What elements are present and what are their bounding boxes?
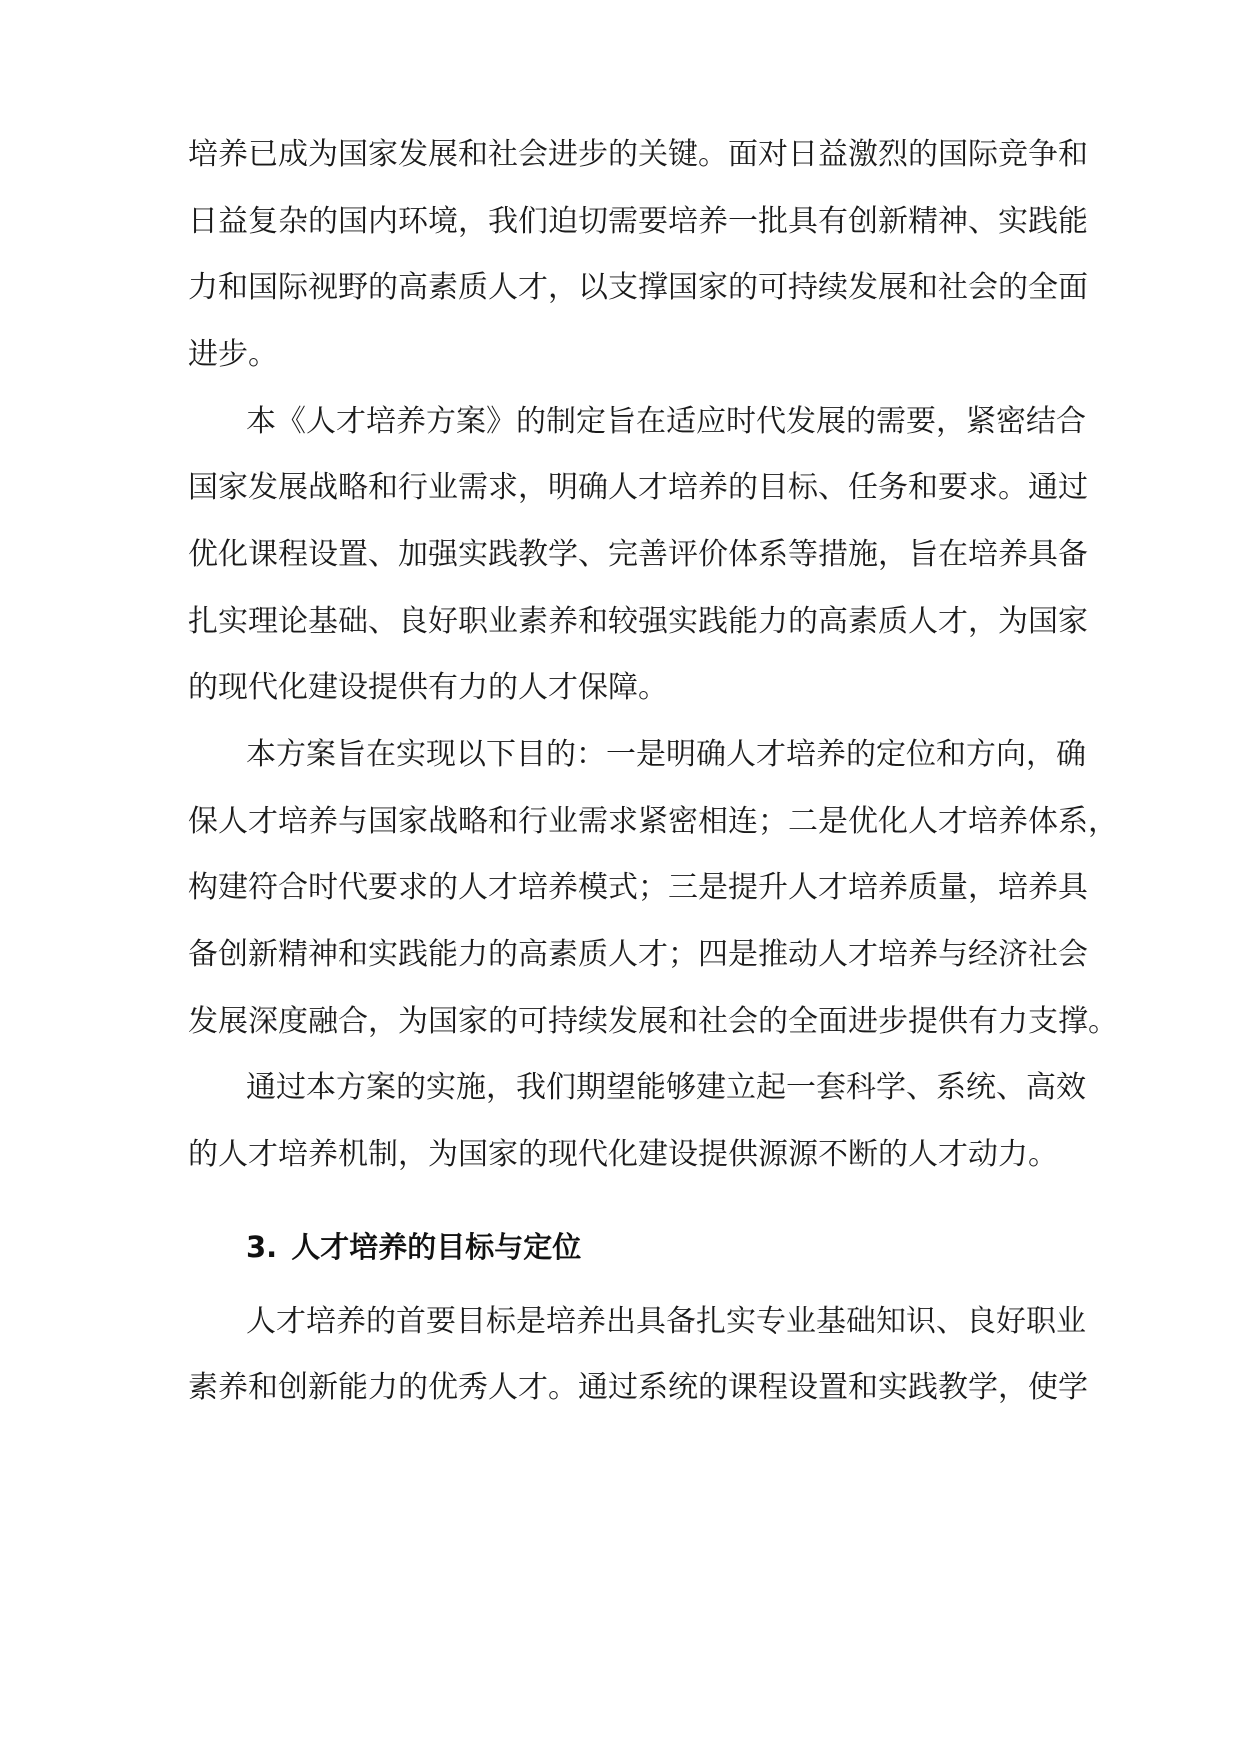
text-line: 通过本方案的实施，我们期望能够建立起一套科学、系统、高效 [246, 1070, 1086, 1105]
text-line: 的人才培养机制，为国家的现代化建设提供源源不断的人才动力。 [188, 1137, 1058, 1172]
text-line: 国家发展战略和行业需求，明确人才培养的目标、任务和要求。通过 [188, 470, 1088, 505]
text-line: 本《人才培养方案》的制定旨在适应时代发展的需要，紧密结合 [246, 404, 1086, 439]
text-line: 优化课程设置、加强实践教学、完善评价体系等措施，旨在培养具备 [188, 537, 1088, 572]
text-line: 的现代化建设提供有力的人才保障。 [188, 670, 668, 705]
text-line: 本方案旨在实现以下目的：一是明确人才培养的定位和方向，确 [246, 737, 1086, 772]
text-line: 人才培养的首要目标是培养出具备扎实专业基础知识、良好职业 [246, 1304, 1086, 1339]
text-line: 培养已成为国家发展和社会进步的关键。面对日益激烈的国际竞争和 [188, 137, 1088, 172]
text-line: 备创新精神和实践能力的高素质人才；四是推动人才培养与经济社会 [188, 937, 1088, 972]
text-line: 发展深度融合，为国家的可持续发展和社会的全面进步提供有力支撑。 [188, 1004, 1118, 1039]
section-title: 人才培养的目标与定位 [291, 1230, 582, 1264]
text-line: 保人才培养与国家战略和行业需求紧密相连；二是优化人才培养体系， [188, 804, 1118, 839]
text-line: 构建符合时代要求的人才培养模式；三是提升人才培养质量，培养具 [188, 870, 1088, 905]
text-line: 进步。 [188, 337, 278, 372]
text-line: 力和国际视野的高素质人才，以支撑国家的可持续发展和社会的全面 [188, 270, 1088, 305]
section-heading [246, 1225, 946, 1269]
section-number: 3. [246, 1230, 278, 1264]
text-line: 扎实理论基础、良好职业素养和较强实践能力的高素质人才，为国家 [188, 604, 1088, 639]
text-line: 素养和创新能力的优秀人才。通过系统的课程设置和实践教学，使学 [188, 1370, 1088, 1405]
text-line: 日益复杂的国内环境，我们迫切需要培养一批具有创新精神、实践能 [188, 204, 1088, 239]
